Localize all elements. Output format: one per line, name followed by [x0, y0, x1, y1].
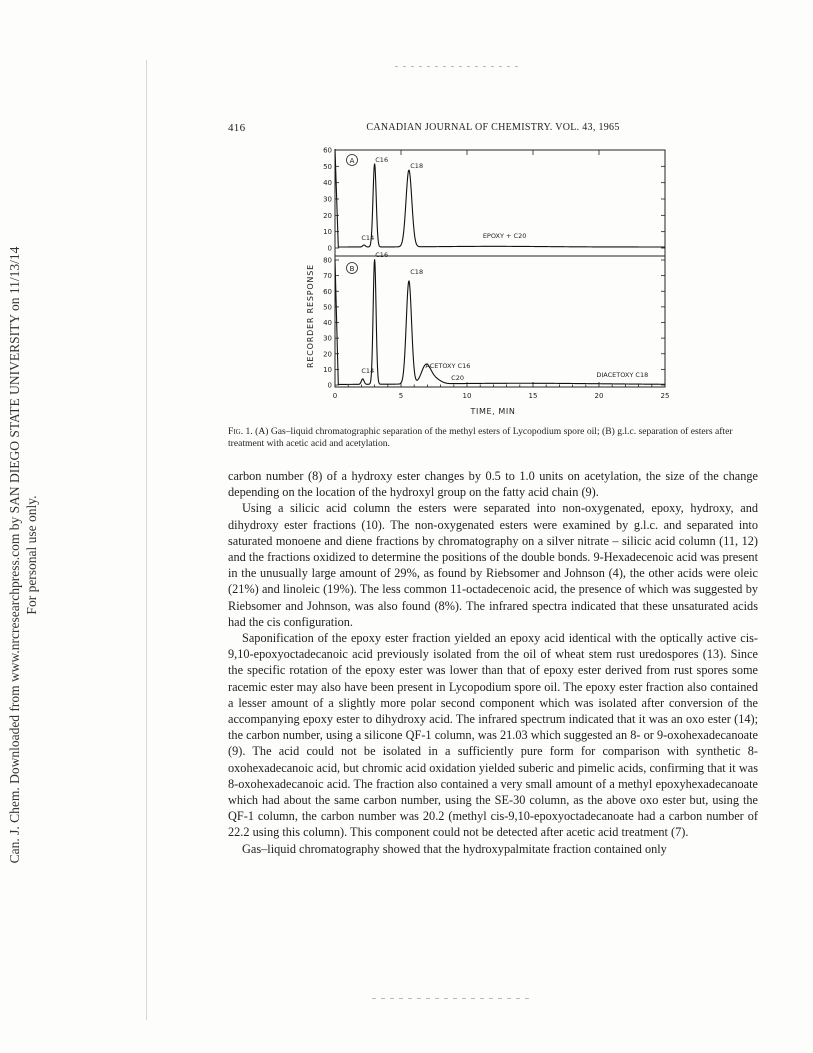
y-tick-label-a: 60 [323, 146, 332, 155]
journal-title: CANADIAN JOURNAL OF CHEMISTRY. VOL. 43, 1965 [366, 122, 620, 133]
panel-b-marker [347, 263, 358, 274]
running-header [228, 122, 758, 136]
svg-text:B: B [349, 265, 355, 273]
peak-label-b-c14: C14 [361, 367, 375, 375]
scan-artifact-bottom [372, 998, 532, 999]
y-tick-label-a: 40 [323, 179, 332, 188]
peak-label-b-acetoxy: ACETOXY C16 [425, 362, 471, 370]
y-tick-label-b: 50 [323, 303, 332, 312]
y-tick-label-b: 30 [323, 334, 332, 343]
svg-text:A: A [349, 157, 355, 165]
y-tick-label-a: 10 [323, 228, 332, 237]
x-tick-label: 25 [660, 392, 670, 400]
plot-frame [335, 150, 665, 387]
figure-label: Fig. 1. [228, 426, 253, 437]
chromatogram-svg [295, 144, 695, 419]
x-tick-label: 0 [332, 392, 338, 400]
x-tick-label: 10 [462, 392, 472, 400]
paragraph-2: Using a silicic acid column the esters were separated into non-oxygenated, epoxy, hydroxy, and dihydroxy ester fractions (10). The non-oxygenated esters were examined by g.l.c. and separated into saturated monoene and diene fractions by chromatography on a silver nitrate – silicic acid column (11, 12) and the fractions oxidized to determine the positions of the double bonds. 9-Hexadecenoic acid was present in the unusually large amount of 29%, as found by Riebsomer and Johnson (4), the other acids were oleic (21%) and linoleic (19%). The less common 11-octadecenoic acid, the presence of which was suggested by Riebsomer and Johnson, was also found (8%). The infrared spectra indicated that these unsaturated acids had the cis configuration. [228, 501, 758, 629]
y-tick-label-b: 40 [323, 319, 332, 327]
binding-margin-line [146, 60, 147, 1020]
article-body [228, 468, 758, 857]
peak-label-b-c18: C18 [410, 268, 424, 276]
paragraph-3: Saponification of the epoxy ester fraction yielded an epoxy acid identical with the optically active cis-9,10-epoxyoctadecanoic acid previously isolated from the oil of wheat stem rust uredospores (13). Since the specific rotation of the epoxy ester was lower than that of epoxy ester derived from rust spores some racemic ester may also have been present in Lycopodium spore oil. The epoxy ester fraction also contained a lesser amount of a slightly more polar second component which was isolated after conversion of the accompanying epoxy ester to dihydroxy acid. The infrared spectrum indicated that it was an oxo ester (14); the carbon number, using a silicone QF-1 column, was 21.03 which suggested an 8- or 9-oxohexadecanoate (9). The acid could not be isolated in a sufficiently pure form for comparison with synthetic 8-oxohexadecanoic acid, but chromic acid oxidation yielded suberic and pimelic acids, confirming that it was 8-oxohexadecanoic acid. The fraction also contained a very small amount of a methyl epoxyhexadecanoate which had about the same carbon number, using the SE-30 column, as the above oxo ester but, using the QF-1 column, the carbon number was 20.2 (methyl cis-9,10-epoxyoctadecanoate had a carbon number of 22.2 using this column). This component could not be detected after acetic acid treatment (7). [228, 631, 758, 840]
y-tick-label-b: 10 [323, 365, 332, 374]
x-tick-label: 20 [594, 392, 604, 400]
watermark-line-1: Can. J. Chem. Downloaded from www.nrcresearchpress.com by SAN DIEGO STATE UNIVERSITY on 11/13/14 [7, 246, 22, 864]
trace-panel-b [335, 259, 665, 384]
panel-a-marker [347, 155, 358, 166]
x-axis-label: TIME, MIN [470, 407, 516, 416]
y-tick-label-a: 20 [323, 211, 332, 220]
scan-artifact-top [395, 66, 520, 67]
peak-label-b-diacetoxy: DIACETOXY C18 [596, 371, 649, 379]
peak-label-a-c16: C16 [375, 156, 389, 164]
x-tick-label: 5 [398, 392, 404, 400]
peak-label-b-c20: C20 [451, 374, 464, 382]
peak-label-b-c16: C16 [375, 251, 389, 259]
y-tick-label-b: 60 [323, 287, 332, 296]
chromatogram-figure [295, 144, 695, 419]
y-tick-label-a: 50 [323, 162, 332, 171]
figure-caption [228, 426, 758, 449]
y-tick-label-b: 70 [323, 272, 332, 281]
page-number: 416 [228, 122, 246, 134]
y-tick-label-a: 0 [327, 244, 332, 253]
download-watermark [6, 210, 54, 900]
peak-label-a-c14: C14 [361, 234, 375, 242]
y-tick-label-a: 30 [323, 195, 332, 204]
y-tick-label-b: 0 [327, 381, 332, 390]
y-tick-label-b: 80 [323, 256, 332, 265]
x-tick-label: 15 [528, 392, 538, 400]
y-axis-label: RECORDER RESPONSE [306, 264, 315, 368]
peak-label-a-epoxy: EPOXY + C20 [482, 232, 527, 240]
paragraph-4: Gas–liquid chromatography showed that the hydroxypalmitate fraction contained only [242, 841, 667, 856]
caption-text: (A) Gas–liquid chromatographic separation of the methyl esters of Lycopodium spore oil; (B) g.l.c. separation of esters after treatment with acetic acid and acetylation. [228, 426, 733, 449]
paragraph-1: carbon number (8) of a hydroxy ester changes by 0.5 to 1.0 units on acetylation, the size of the change depending on the location of the hydroxyl group on the fatty acid chain (9). [228, 469, 758, 500]
watermark-line-2: For personal use only. [24, 495, 39, 615]
y-tick-label-b: 20 [323, 350, 332, 359]
peak-label-a-c18: C18 [410, 162, 424, 170]
